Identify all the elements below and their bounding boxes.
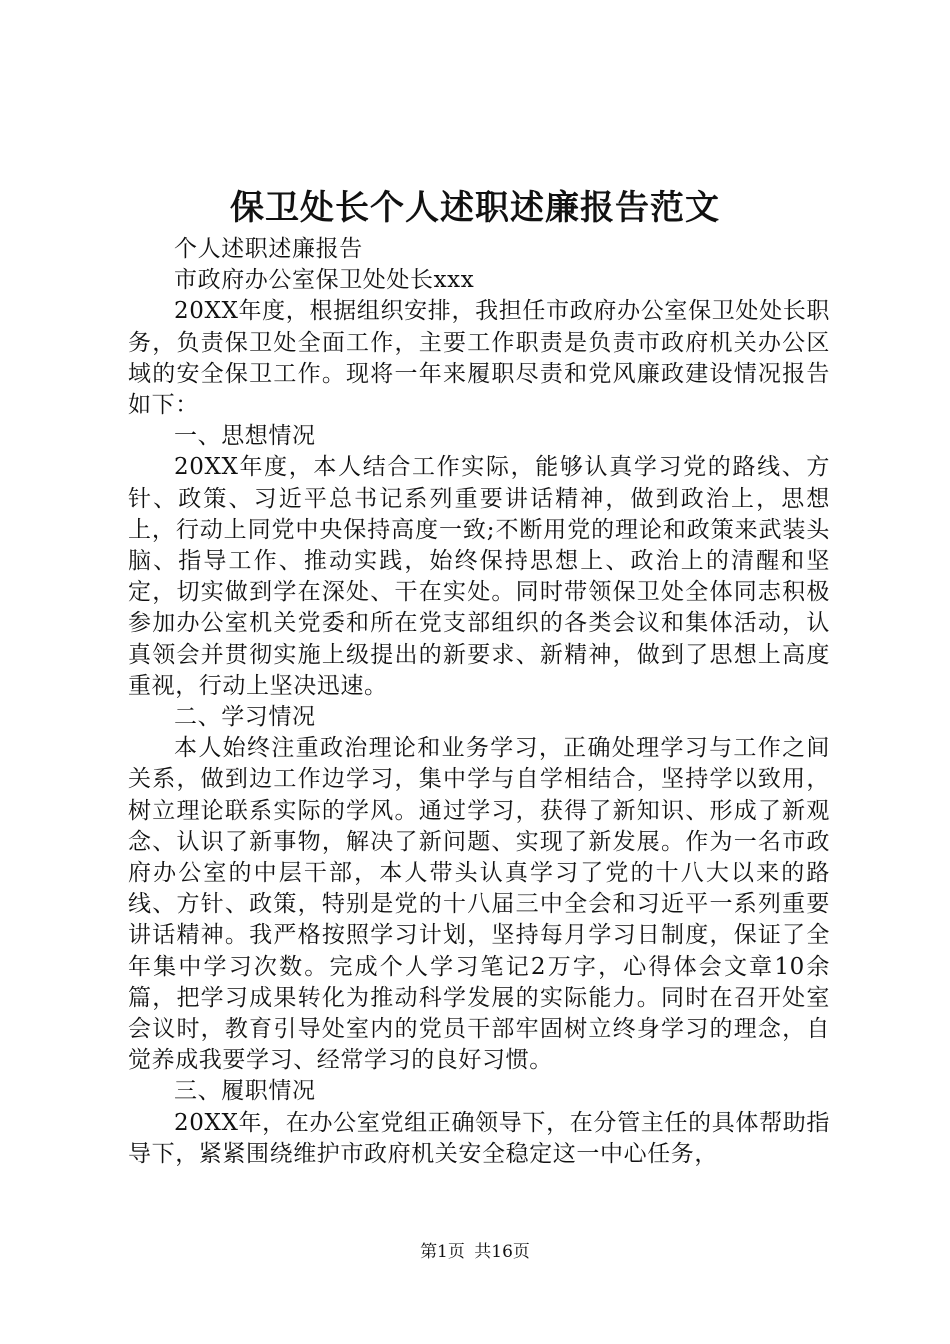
section-heading-thought: 一、思想情况 [174,423,316,450]
section-heading-duty: 三、履职情况 [174,1078,316,1105]
author-line: 市政府办公室保卫处处长xxx [174,267,475,294]
section-heading-study: 二、学习情况 [174,704,316,731]
page-number: 第1页 [420,1242,465,1262]
page-total: 共16页 [474,1242,530,1262]
report-heading: 个人述职述廉报告 [174,236,363,262]
page-footer [0,1240,950,1264]
document-body [128,234,830,1170]
duty-paragraph: 20XX年，在办公室党组正确领导下，在分管主任的具体帮助指导下，紧紧围绕维护市政府机关安全稳定这一中心任务， [128,1109,830,1167]
document-title: 保卫处长个人述职述廉报告范文 [230,188,720,228]
thought-paragraph: 20XX年度，本人结合工作实际，能够认真学习党的路线、方针、政策、习近平总书记系列重要讲话精神，做到政治上，思想上，行动上同党中央保持高度一致;不断用党的理论和政策来武装头脑、指导工作、推动实践，始终保持思想上、政治上的清醒和坚定，切实做到学在深处、干在实处。同时带领保卫处全体同志积极参加办公室机关党委和所在党支部组织的各类会议和集体活动，认真领会并贯彻实施上级提出的新要求、新精神，做到了思想上高度重视，行动上坚决迅速。 [128,454,830,699]
study-paragraph: 本人始终注重政治理论和业务学习，正确处理学习与工作之间关系，做到边工作边学习，集中学与自学相结合，坚持学以致用，树立理论联系实际的学风。通过学习，获得了新知识、形成了新观念、认识了新事物，解决了新问题、实现了新发展。作为一名市政府办公室的中层干部，本人带头认真学习了党的十八大以来的路线、方针、政策，特别是党的十八届三中全会和习近平一系列重要讲话精神。我严格按照学习计划，坚持每月学习日制度，保证了全年集中学习次数。完成个人学习笔记2万字，心得体会文章10余篇，把学习成果转化为推动科学发展的实际能力。同时在召开处室会议时，教育引导处室内的党员干部牢固树立终身学习的理念，自觉养成我要学习、经常学习的良好习惯。 [128,735,830,1074]
intro-paragraph: 20XX年度，根据组织安排，我担任市政府办公室保卫处处长职务，负责保卫处全面工作，主要工作职责是负责市政府机关办公区域的安全保卫工作。现将一年来履职尽责和党风廉政建设情况报告如下： [128,298,830,419]
